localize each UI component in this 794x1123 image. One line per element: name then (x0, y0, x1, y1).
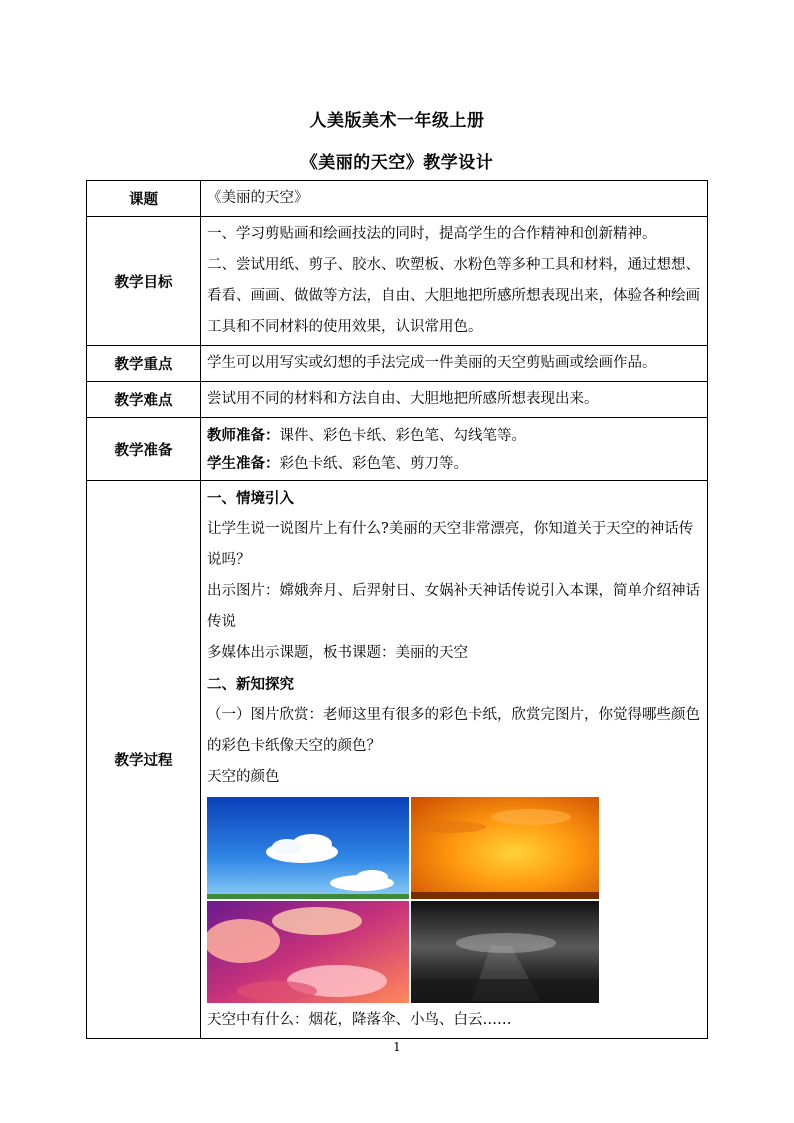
value-key-points: 学生可以用写实或幻想的手法完成一件美丽的天空剪贴画或绘画作品。 (201, 346, 708, 382)
row-key-points (87, 346, 708, 382)
teacher-prep-value: 课件、彩色卡纸、彩色笔、勾线笔等。 (279, 428, 526, 444)
lesson-plan-table (86, 180, 708, 1039)
value-preparation (201, 418, 708, 481)
section-intro-heading: 一、情境引入 (207, 490, 294, 507)
row-goals (87, 217, 708, 346)
row-difficulty (87, 382, 708, 418)
value-difficulty: 尝试用不同的材料和方法自由、大胆地把所感所想表现出来。 (201, 382, 708, 418)
row-process (87, 481, 708, 1039)
value-topic: 《美丽的天空》 (201, 181, 708, 217)
teacher-prep (207, 422, 701, 450)
document-title: 人美版美术一年级上册 (309, 111, 485, 131)
dark-storm-sky-image (411, 901, 599, 1003)
row-topic (87, 181, 708, 217)
page-number: 1 (393, 1040, 401, 1054)
blue-sky-clouds-image (207, 797, 409, 899)
label-key-points: 教学重点 (87, 346, 201, 382)
process-paragraph-4: （一）图片欣赏：老师这里有很多的彩色卡纸，欣赏完图片，你觉得哪些颜色的彩色卡纸像天空的颜色？ (207, 707, 700, 754)
goal-line-1: 一、学习剪贴画和绘画技法的同时，提高学生的合作精神和创新精神。 (207, 226, 657, 242)
label-goals: 教学目标 (87, 217, 201, 346)
student-prep (207, 450, 701, 478)
row-preparation (87, 418, 708, 481)
student-prep-label: 学生准备： (207, 455, 280, 472)
student-prep-value: 彩色卡纸、彩色笔、剪刀等。 (279, 456, 468, 472)
sky-image-grid (207, 797, 701, 1003)
goal-line-2: 二、尝试用纸、剪子、胶水、吹塑板、水粉色等多种工具和材料，通过想想、看看、画画、做做等方法，自由、大胆地把所感所想表现出来，体验各种绘画工具和不同材料的使用效果，认识常用色。 (207, 257, 700, 335)
teacher-prep-label: 教师准备： (207, 427, 280, 444)
process-paragraph-2: 出示图片：嫦娥奔月、后羿射日、女娲补天神话传说引入本课，简单介绍神话传说 (207, 583, 700, 630)
label-preparation: 教学准备 (87, 418, 201, 481)
section-explore-heading: 二、新知探究 (207, 676, 294, 693)
process-paragraph-3: 多媒体出示课题，板书课题：美丽的天空 (207, 645, 468, 661)
label-difficulty: 教学难点 (87, 382, 201, 418)
document-subtitle: 《美丽的天空》教学设计 (300, 153, 494, 173)
label-process: 教学过程 (87, 481, 201, 1039)
process-paragraph-1: 让学生说一说图片上有什么?美丽的天空非常漂亮，你知道关于天空的神话传说吗？ (207, 521, 694, 568)
orange-sunset-sky-image (411, 797, 599, 899)
value-process (201, 481, 708, 1039)
value-goals (201, 217, 708, 346)
process-paragraph-6: 天空中有什么：烟花，降落伞、小鸟、白云…… (207, 1012, 512, 1028)
pink-purple-clouds-image (207, 901, 409, 1003)
process-paragraph-5: 天空的颜色 (207, 769, 280, 785)
label-topic: 课题 (87, 181, 201, 217)
